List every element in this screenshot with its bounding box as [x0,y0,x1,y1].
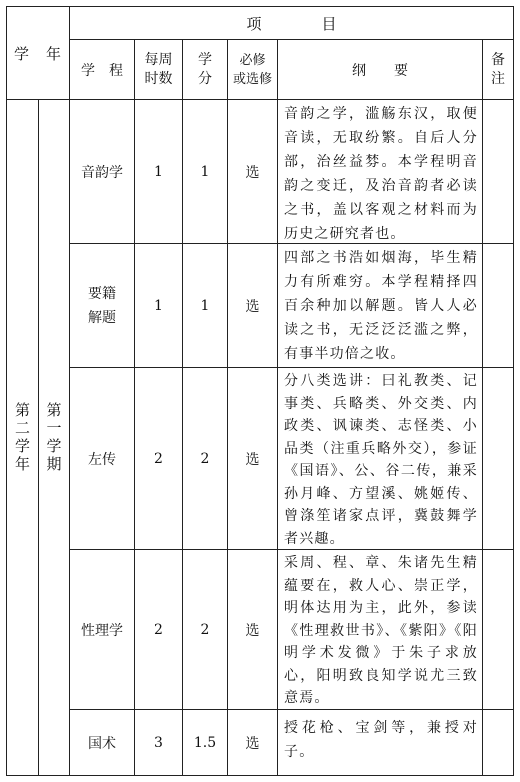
header-credits [182,39,228,100]
header-outline [277,39,483,100]
header-course [69,39,135,100]
row-1-notes [482,99,514,244]
row-4-outline-text: 采周、程、章、朱诸先生精蕴要在，救人心、崇正学，明体达用为主，此外，参读《性理救世书》、《紫阳》《阳明学术发微》于朱子求放心，阳明致良知学说尤三致意焉。 [284,555,478,706]
header-year-label: 学 年 [13,44,62,63]
row-4-type [227,549,278,710]
row-5-type [227,709,278,776]
row-5-credits-value: 1.5 [193,734,217,751]
row-2-type-value: 选 [245,298,260,315]
row-2-hours-value: 1 [154,297,163,314]
row-3-hours [134,367,183,550]
row-1-hours-value: 1 [154,163,163,180]
row-3-outline-text: 分八类选讲：曰礼教类、记事类、兵略类、外交类、内政类、讽谏类、志怪类、小品类（注重兵略外交），参证《国语》、公、谷二传，兼采孙月峰、方望溪、姚姬传、曾涤笙诸家点评，冀鼓舞学者兴趣。 [284,373,478,547]
row-1-type-value: 选 [245,164,260,181]
row-5-outline-text: 授花枪、宝剑等，兼授对子。 [284,720,478,760]
row-1-type [227,99,278,244]
row-3-course [69,367,135,550]
row-5-hours-value: 3 [154,734,163,751]
row-4-credits-value: 2 [200,621,210,638]
row-2-outline [277,243,483,368]
row-3-hours-value: 2 [154,450,163,467]
row-4-course [69,549,135,710]
header-notes-label: 备 注 [491,51,505,87]
header-course-label: 学 程 [81,62,123,79]
term-label: 第一学期 [44,401,63,474]
row-4-hours-value: 2 [154,621,163,638]
header-project-label: 项 目 [246,14,337,33]
year-cell [6,99,39,776]
row-1-outline [277,99,483,244]
row-3-credits [182,367,228,550]
row-1-course-label: 音韵学 [81,164,123,181]
row-2-course [69,243,135,368]
row-3-notes [482,367,514,550]
row-4-outline [277,549,483,710]
row-3-type [227,367,278,550]
row-2-credits [182,243,228,368]
row-4-course-label: 性理学 [81,622,123,639]
row-4-notes [482,549,514,710]
row-5-course-label: 国术 [88,735,116,752]
row-2-credits-value: 1 [200,297,210,314]
header-notes [482,39,514,100]
row-1-credits [182,99,228,244]
header-hours-label: 每周 时数 [144,51,173,87]
row-1-outline-text: 音韵之学，滥觞东汉，取便音读，无取纷繁。自后人分部，治丝益棼。本学程明音韵之变迁，及治音韵者必读之书，盖以客观之材料而为历史之研究者也。 [284,106,478,242]
row-3-outline [277,367,483,550]
row-2-outline-text: 四部之书浩如烟海，毕生精力有所难穷。本学程精择四百余种加以解题。皆人人必读之书，无泛泛泛滥之弊，有事半功倍之收。 [284,250,478,362]
header-required-label: 必修 或选修 [232,52,272,87]
header-project [69,6,514,40]
header-year [6,6,70,100]
header-credits-label: 学 分 [198,51,212,87]
row-1-hours [134,99,183,244]
row-2-hours [134,243,183,368]
row-1-course [69,99,135,244]
row-5-type-value: 选 [245,735,260,752]
row-2-course-label: 要籍 解题 [88,285,116,326]
row-4-hours [134,549,183,710]
row-2-type [227,243,278,368]
year-label: 第二学年 [13,401,31,474]
row-3-type-value: 选 [245,451,260,468]
header-outline-label: 纲 要 [352,62,408,79]
row-4-type-value: 选 [245,622,260,639]
row-1-credits-value: 1 [200,163,210,180]
header-required [227,39,278,100]
row-3-course-label: 左传 [88,451,116,468]
row-5-course [69,709,135,776]
row-5-hours [134,709,183,776]
term-cell [38,99,70,776]
row-5-outline [277,709,483,776]
header-hours [134,39,183,100]
row-3-credits-value: 2 [200,450,210,467]
row-2-notes [482,243,514,368]
row-5-credits [182,709,228,776]
row-4-credits [182,549,228,710]
row-5-notes [482,709,514,776]
